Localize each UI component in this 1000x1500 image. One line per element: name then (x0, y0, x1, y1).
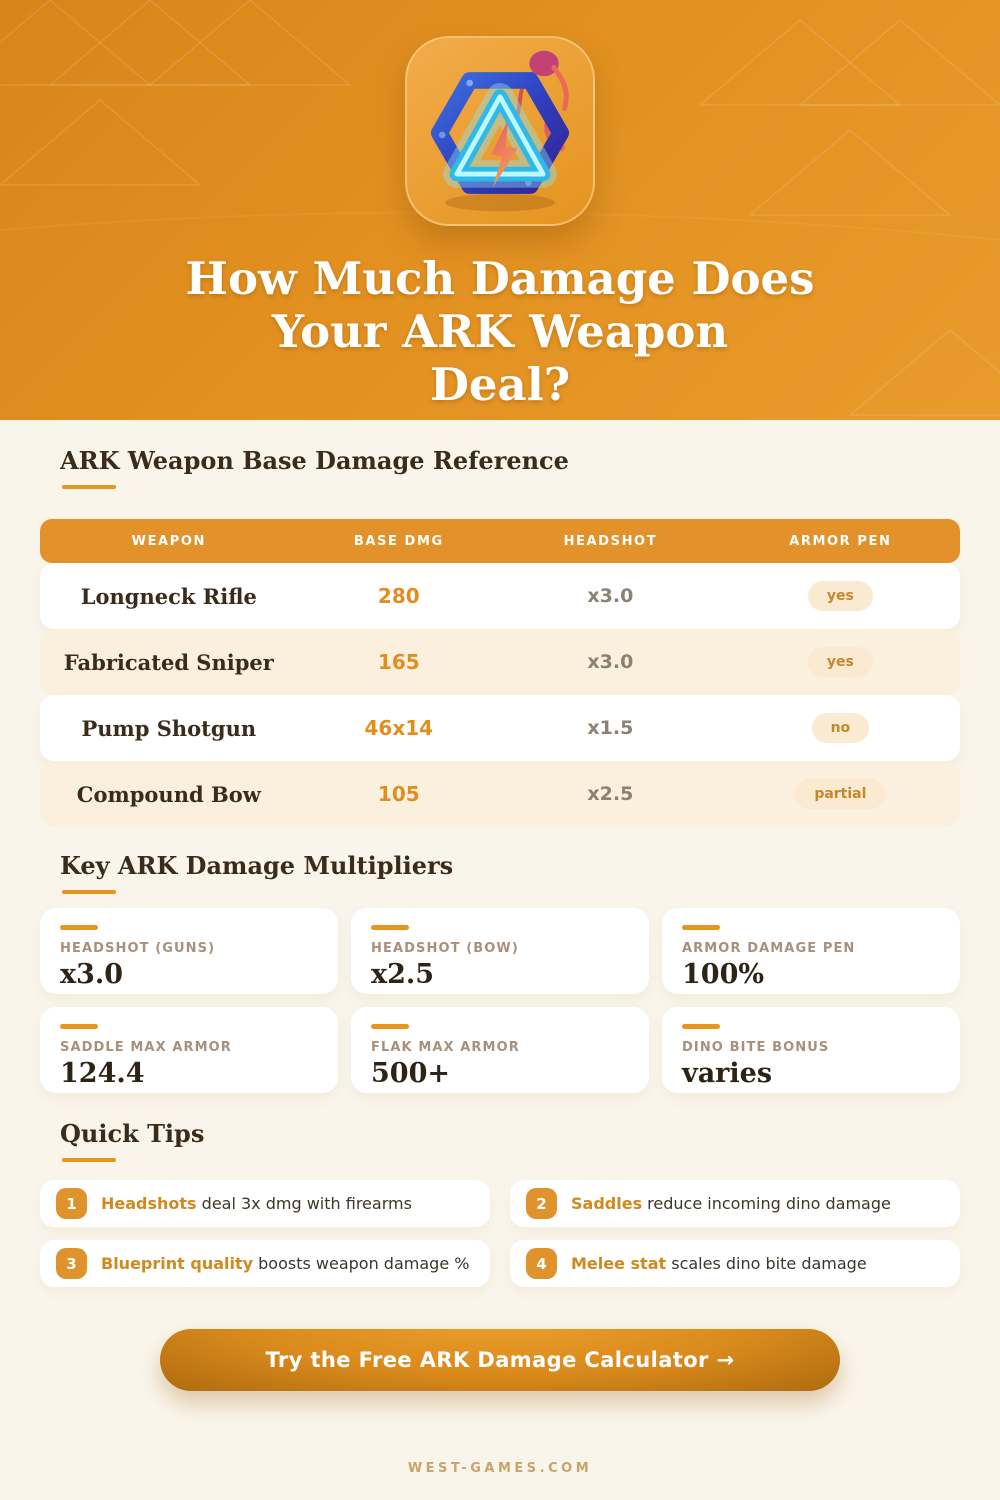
card-accent-dash (682, 1024, 720, 1029)
hero-header (0, 0, 1000, 420)
multiplier-card (40, 1007, 338, 1093)
content-area (0, 420, 1000, 1476)
weapon-table-header (40, 519, 960, 563)
weapon-name: Fabricated Sniper (63, 649, 274, 675)
app-logo-icon (407, 38, 593, 224)
multiplier-label: DINO BITE BONUS (682, 1040, 830, 1055)
tip-number-badge: 2 (526, 1188, 557, 1219)
multiplier-card (351, 1007, 649, 1093)
tip-number-badge: 1 (56, 1188, 87, 1219)
base-dmg-value: 280 (377, 584, 420, 608)
card-accent-dash (60, 1024, 98, 1029)
tip-card (510, 1180, 960, 1227)
column-header-armor-pen: ARMOR PEN (789, 533, 892, 549)
multiplier-value: varies (682, 1058, 773, 1089)
headshot-value: x3.0 (587, 585, 634, 607)
armor-pen-badge: yes (808, 647, 873, 677)
multiplier-value: 124.4 (60, 1058, 145, 1089)
tip-keyword: Saddles (571, 1194, 643, 1213)
tip-number-badge: 3 (56, 1248, 87, 1279)
tip-body: scales dino bite damage (666, 1254, 867, 1273)
calculator-cta-button[interactable]: Try the Free ARK Damage Calculator → (160, 1329, 840, 1391)
tip-body: deal 3x dmg with firearms (196, 1194, 412, 1213)
multiplier-label: SADDLE MAX ARMOR (60, 1040, 232, 1055)
tip-keyword: Blueprint quality (101, 1254, 254, 1273)
base-dmg-value: 165 (377, 650, 420, 674)
tip-text (571, 1194, 891, 1213)
page-title-line3: Deal? (429, 358, 571, 412)
weapon-name: Compound Bow (76, 781, 261, 807)
multipliers-section-heading: Key ARK Damage Multipliers (60, 851, 454, 880)
multiplier-label: FLAK MAX ARMOR (371, 1040, 520, 1055)
heading-underline (62, 485, 116, 489)
tip-number-badge: 4 (526, 1248, 557, 1279)
weapon-name: Pump Shotgun (81, 715, 257, 741)
headshot-value: x3.0 (587, 651, 634, 673)
multiplier-card (662, 1007, 960, 1093)
base-dmg-value: 46x14 (364, 716, 434, 740)
base-dmg-value: 105 (377, 782, 420, 806)
heading-underline (62, 890, 116, 894)
multiplier-value: 500+ (371, 1058, 450, 1089)
card-accent-dash (371, 925, 409, 930)
multiplier-card (351, 908, 649, 994)
multiplier-label: ARMOR DAMAGE PEN (682, 941, 856, 956)
multiplier-value: x3.0 (60, 959, 124, 990)
page-title-line1: How Much Damage Does (185, 252, 815, 305)
headshot-value: x2.5 (587, 783, 634, 805)
armor-pen-badge: partial (795, 779, 885, 809)
tip-body: boosts weapon damage % (253, 1254, 470, 1273)
multiplier-label: HEADSHOT (GUNS) (60, 941, 216, 956)
armor-pen-badge: yes (808, 581, 873, 611)
multiplier-card (662, 908, 960, 994)
tip-card (40, 1240, 490, 1287)
multiplier-label: HEADSHOT (BOW) (371, 941, 519, 956)
table-row (40, 695, 960, 761)
card-accent-dash (60, 925, 98, 930)
multiplier-card (40, 908, 338, 994)
tip-keyword: Headshots (101, 1194, 197, 1213)
multiplier-cards-grid (40, 908, 960, 1093)
column-header-weapon: WEAPON (131, 533, 206, 549)
table-row (40, 629, 960, 695)
tip-text (101, 1194, 412, 1213)
heading-underline (62, 1158, 116, 1162)
table-row (40, 761, 960, 827)
table-section-heading: ARK Weapon Base Damage Reference (60, 446, 569, 475)
app-logo-tile (405, 36, 595, 226)
tip-card (40, 1180, 490, 1227)
page-title (0, 252, 1000, 411)
tips-section-heading: Quick Tips (60, 1119, 205, 1148)
tip-keyword: Melee stat (571, 1254, 667, 1273)
tips-grid (40, 1180, 960, 1287)
card-accent-dash (682, 925, 720, 930)
column-header-headshot: HEADSHOT (563, 533, 658, 549)
tip-text (571, 1254, 867, 1273)
multiplier-value: x2.5 (371, 959, 435, 990)
card-accent-dash (371, 1024, 409, 1029)
tip-body: reduce incoming dino damage (642, 1194, 891, 1213)
armor-pen-badge: no (812, 713, 870, 743)
multiplier-value: 100% (682, 959, 765, 990)
table-row (40, 563, 960, 629)
tip-card (510, 1240, 960, 1287)
page-title-line2: Your ARK Weapon (271, 305, 729, 359)
headshot-value: x1.5 (587, 717, 634, 739)
weapon-name: Longneck Rifle (80, 583, 257, 609)
tip-text (101, 1254, 469, 1273)
site-footer: WEST-GAMES.COM (407, 1461, 593, 1476)
column-header-base-dmg: BASE DMG (353, 533, 444, 549)
